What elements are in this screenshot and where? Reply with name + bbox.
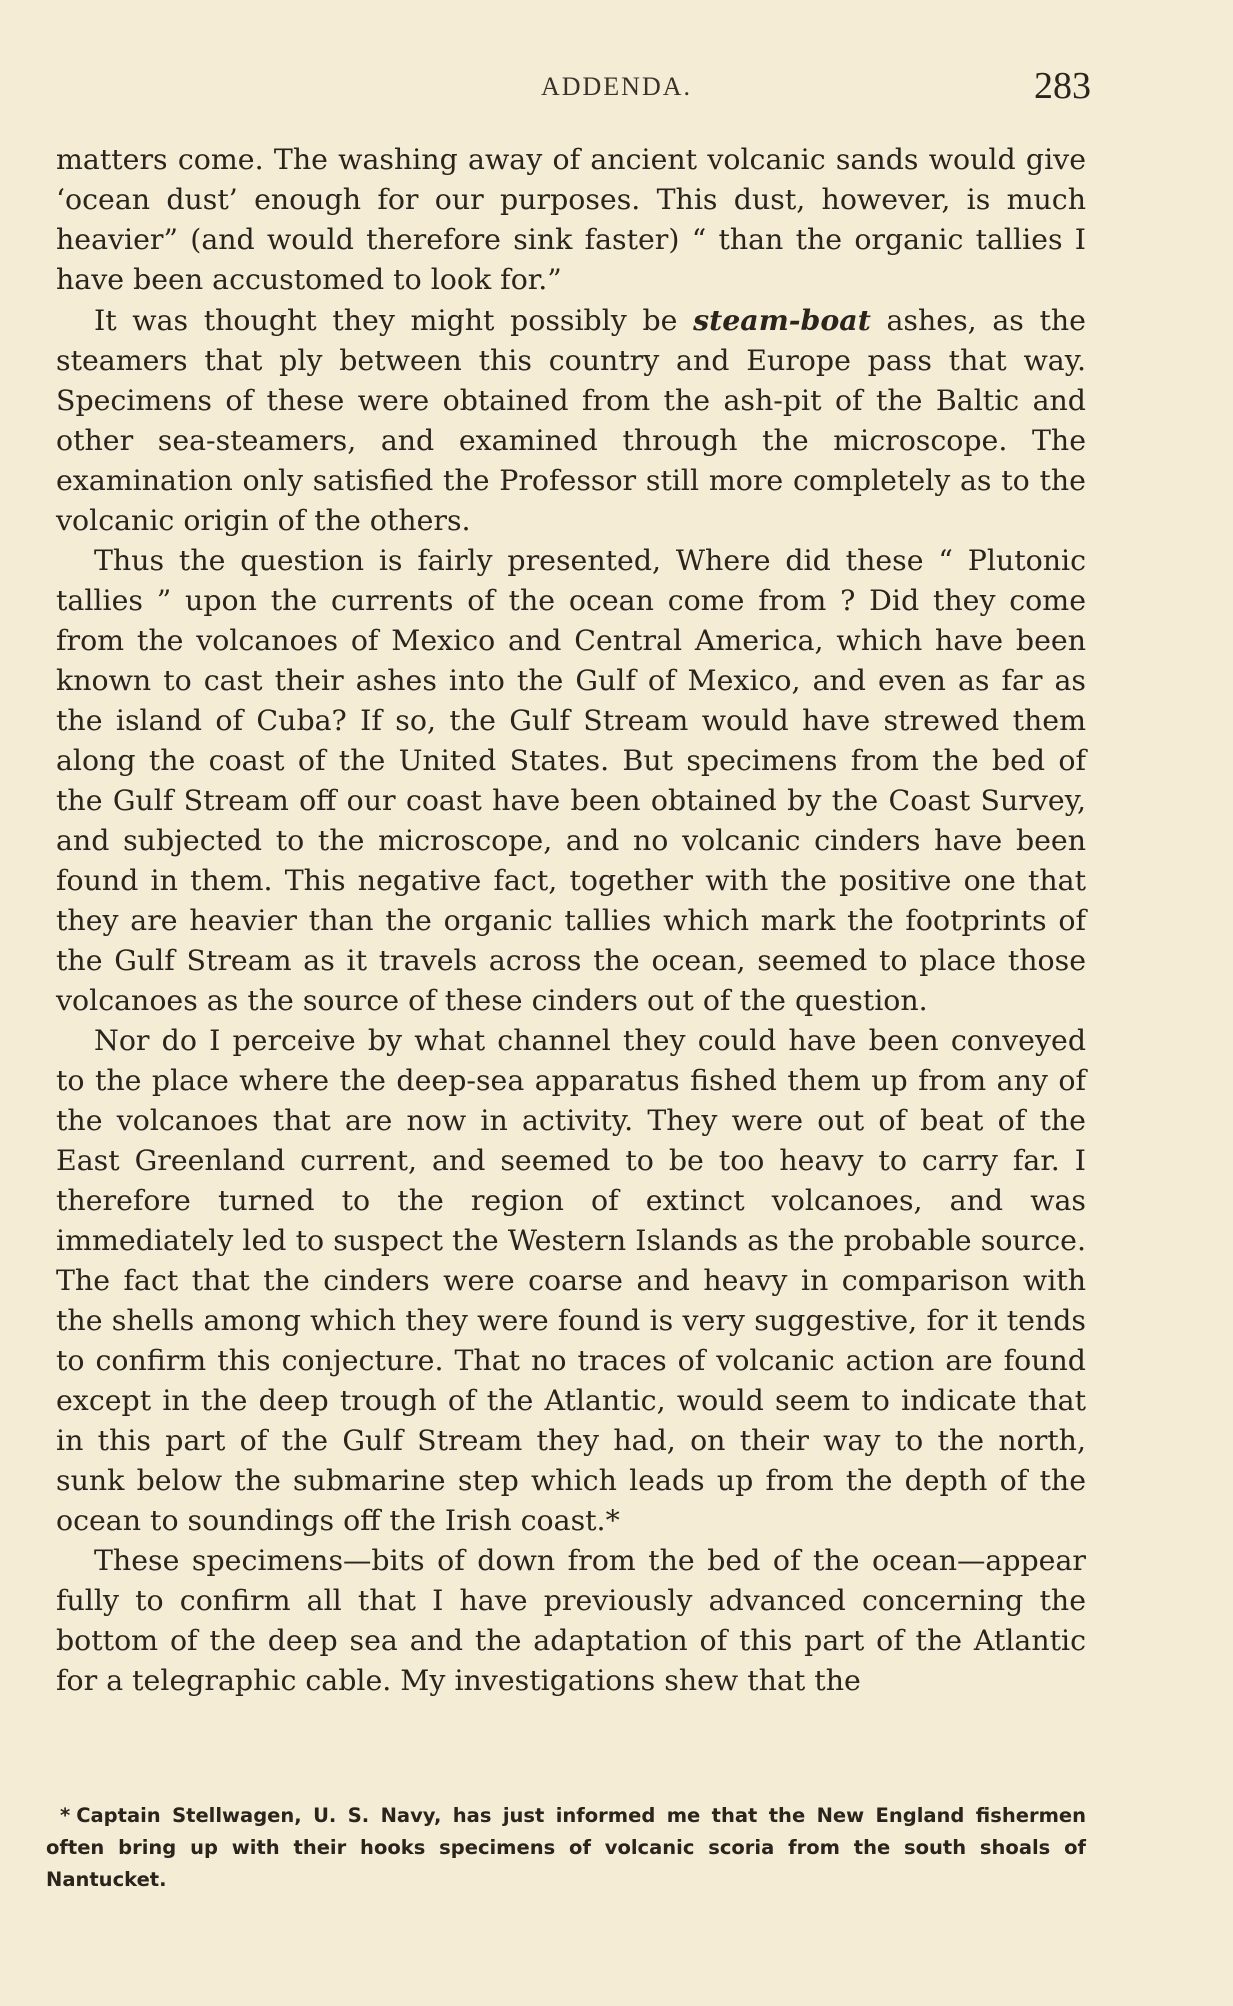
paragraph-3: Thus the question is fairly presented, Where did these “ Plutonic tallies ” upon the currents of the ocean come from ? Did they come from the volcanoes of Mexico and Central America, which have been known to cast their ashes into the Gulf of Mexico, and even as far as the island of Cuba? If so, the Gulf Stream would have strewed them along the coast of the United States. But specimens from the bed of the Gulf Stream off our coast have been obtained by the Coast Survey, and subjected to the microscope, and no volcanic cinders have been found in them. This negative fact, together with the positive one that they are heavier than the organic tallies which mark the footprints of the Gulf Stream as it travels across the ocean, seemed to place those volcanoes as the source of these cinders out of the question.	[56, 544, 1086, 1017]
paragraph-4: Nor do I perceive by what channel they could have been conveyed to the place where the deep-sea apparatus fished them up from any of the volcanoes that are now in activity. They were out of beat of the East Greenland current, and seemed to be too heavy to carry far. I therefore turned to the region of extinct volcanoes, and was immediately led to suspect the Western Islands as the probable source. The fact that the cinders were coarse and heavy in comparison with the shells among which they were found is very suggestive, for it tends to confirm this conjecture. That no traces of volcanic action are found except in the deep trough of the Atlantic, would seem to indicate that in this part of the Gulf Stream they had, on their way to the north, sunk below the submarine step which leads up from the depth of the ocean to soundings off the Irish coast.*	[56, 1024, 1086, 1537]
paragraph-5: These specimens—bits of down from the bed of the ocean—appear fully to confirm all that I have previously advanced concerning the bottom of the deep sea and the adaptation of this part of the Atlantic for a telegraphic cable. My investigations shew that the	[56, 1544, 1086, 1697]
paragraph-2	[56, 300, 1086, 541]
paragraph-2-text-b: ashes, as the steamers that ply between this country and Europe pass that way. Specimens of these were obtained from the ash-pit of the Baltic and other sea-steamers, and examined through the microscope. The examination only satisfied the Professor still more completely as to the volcanic origin of the others.	[56, 304, 1086, 537]
steam-boat-emphasis: steam-boat	[693, 303, 871, 337]
page-number: 283	[1034, 65, 1091, 107]
footnote-text: Captain Stellwagen, U. S. Navy, has just informed me that the New England fishermen often bring up with their hooks specimens of volcanic scoria from the south shoals of Nantucket.	[46, 1804, 1086, 1891]
paragraph-2-text-a: It was thought they might possibly be	[94, 304, 694, 337]
footnote	[46, 1800, 1086, 1896]
page-header	[0, 64, 1233, 108]
paragraph-1: matters come. The washing away of ancient volcanic sands would give ‘ocean dust’ enough for our purposes. This dust, however, is much heavier” (and would therefore sink faster) “ than the organic tallies I have been accustomed to look for.”	[56, 143, 1086, 296]
running-head: ADDENDA.	[540, 72, 693, 101]
footnote-marker: *	[60, 1804, 71, 1827]
body-text	[56, 140, 1086, 1701]
